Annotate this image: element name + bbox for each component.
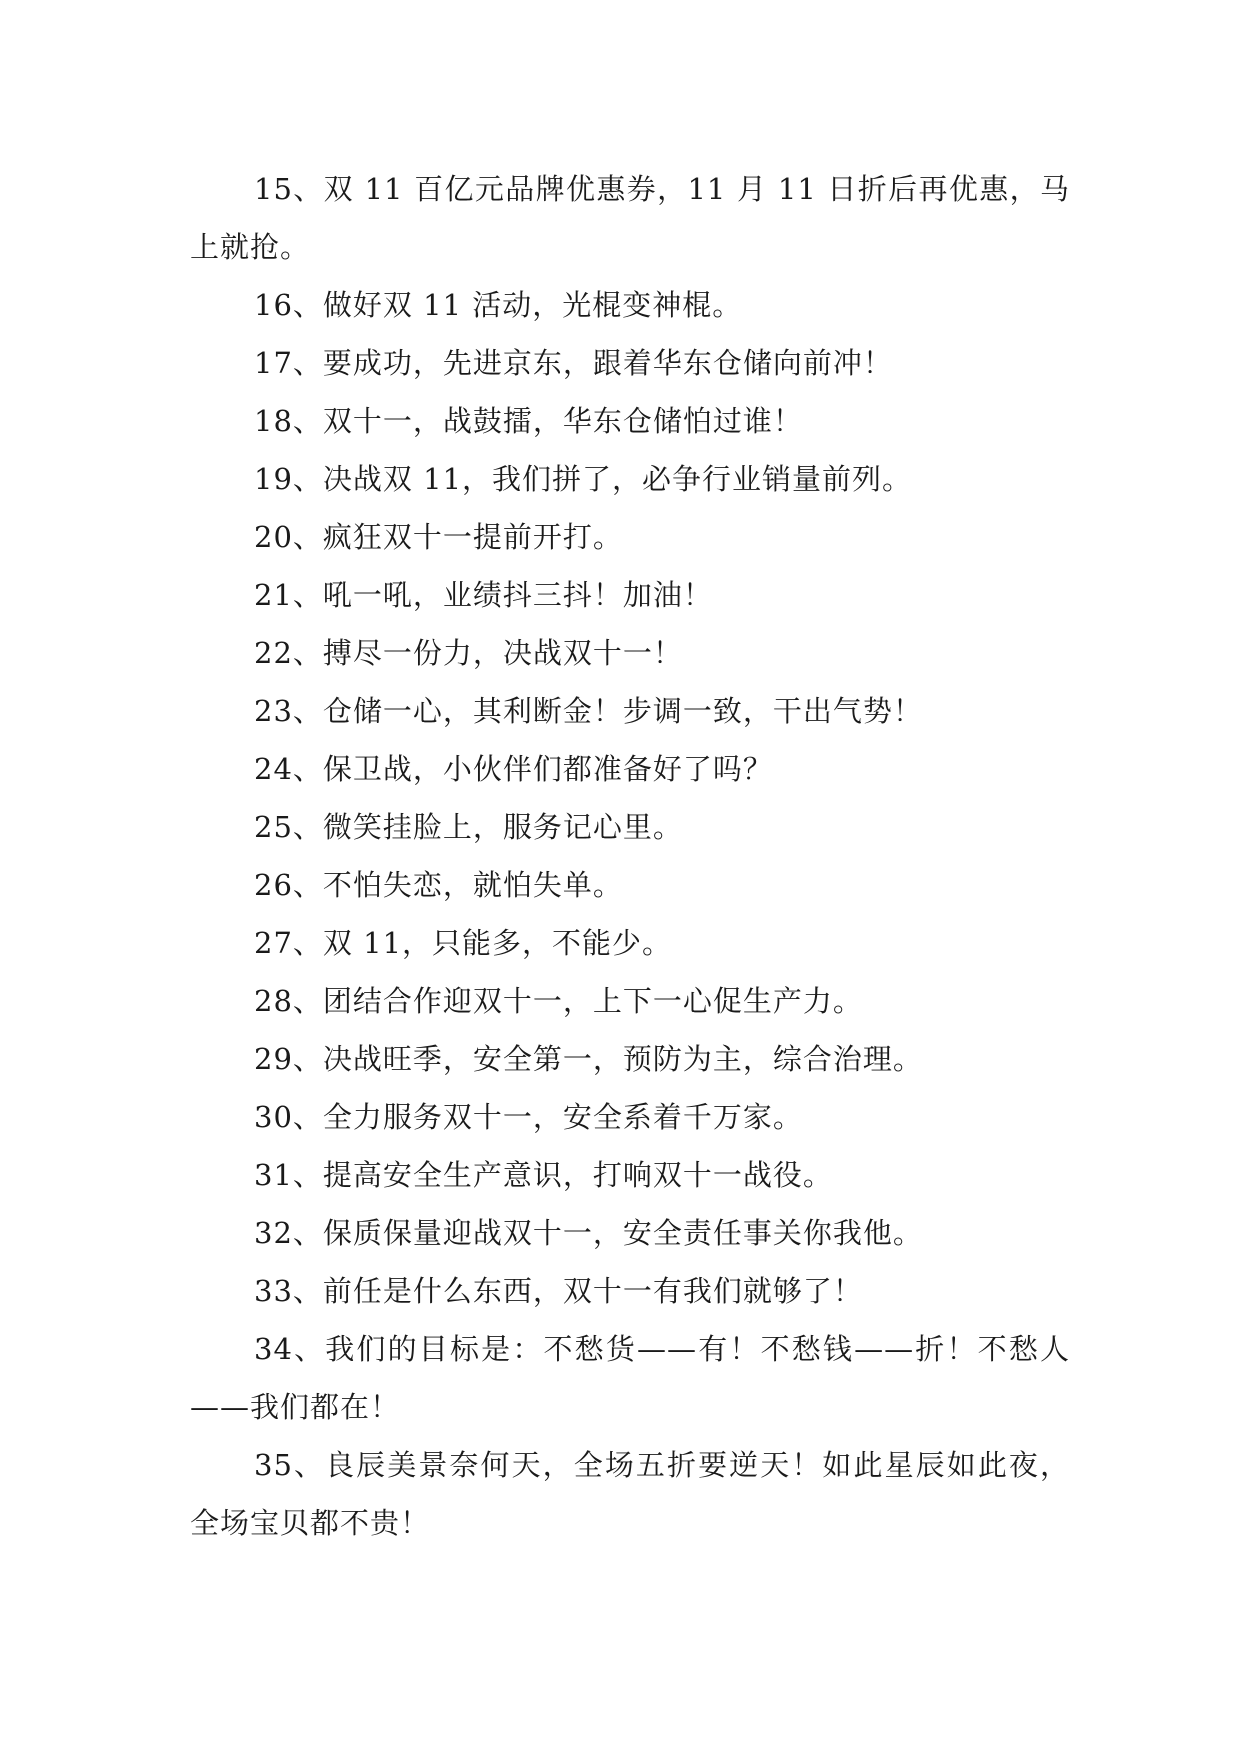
list-item: 18、双十一，战鼓擂，华东仓储怕过谁！ xyxy=(254,404,803,438)
list-item: 20、疯狂双十一提前开打。 xyxy=(254,520,623,554)
list-item: 23、仓储一心，其利断金！步调一致，干出气势！ xyxy=(254,694,923,728)
list-item: 21、吼一吼，业绩抖三抖！加油！ xyxy=(254,578,713,612)
list-item: 17、要成功，先进京东，跟着华东仓储向前冲！ xyxy=(254,346,893,380)
list-item: 19、决战双 11，我们拼了，必争行业销量前列。 xyxy=(254,462,913,496)
list-item: 15、双 11 百亿元品牌优惠券，11 月 11 日折后再优惠，马上就抢。 xyxy=(190,172,1070,264)
list-item: 32、保质保量迎战双十一，安全责任事关你我他。 xyxy=(254,1216,923,1250)
list-item: 34、我们的目标是：不愁货——有！不愁钱——折！不愁人——我们都在！ xyxy=(190,1332,1070,1424)
list-item: 30、全力服务双十一，安全系着千万家。 xyxy=(254,1100,803,1134)
list-item: 16、做好双 11 活动，光棍变神棍。 xyxy=(254,288,743,322)
list-item: 27、双 11，只能多，不能少。 xyxy=(254,926,673,960)
document-body xyxy=(190,160,1070,1552)
list-item: 31、提高安全生产意识，打响双十一战役。 xyxy=(254,1158,833,1192)
list-item: 24、保卫战，小伙伴们都准备好了吗？ xyxy=(254,752,773,786)
list-item: 25、微笑挂脸上，服务记心里。 xyxy=(254,810,683,844)
list-item: 33、前任是什么东西，双十一有我们就够了！ xyxy=(254,1274,863,1308)
list-item: 29、决战旺季，安全第一，预防为主，综合治理。 xyxy=(254,1042,923,1076)
list-item: 35、良辰美景奈何天，全场五折要逆天！如此星辰如此夜，全场宝贝都不贵！ xyxy=(190,1448,1070,1540)
list-item: 26、不怕失恋，就怕失单。 xyxy=(254,868,623,902)
list-item: 28、团结合作迎双十一，上下一心促生产力。 xyxy=(254,984,863,1018)
list-item: 22、搏尽一份力，决战双十一！ xyxy=(254,636,683,670)
